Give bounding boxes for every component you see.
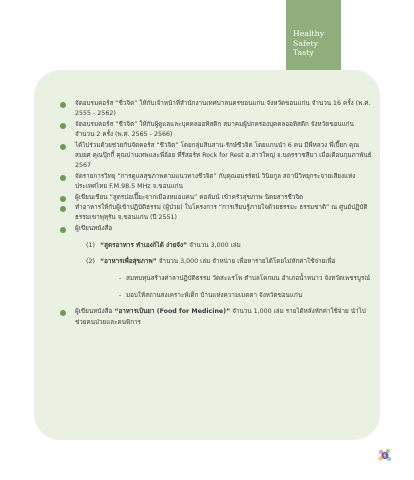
list-item [60,99,372,120]
item-text: จัดรายการวิทยุ “การดูแลสุขภาพตามแนวทางชีวจิต” กับคุณอมรรัตน์ วินิยกูล สถานีวิทยุกระจายเสียงแห่งประเทศไทย F.M.98.5 MHz จ.ขอนแก่น [75,172,356,191]
list-item [60,203,372,224]
dash-marker: - [119,291,122,299]
item-text: ทำอาหารให้กับผู้เข้าปฏิบัติธรรม (ผู้ป่วย) ในโครงการ “การเรียนรู้ภายใจด้วยธรรมะ ธรรมชาติ” ณ ศูนย์ปฏิบัติธรรมเขาพุหุรัน จ.ขอนแก่น (ปี 2551) [75,204,368,222]
bullet-icon [60,206,66,212]
page-number-badge [377,447,393,463]
list-item [60,120,372,141]
book-detail: จำนวน 3,000 เล่ม [187,241,241,249]
book-number: (1) [86,241,95,249]
book-title: “อาหารเพื่อสุขภาพ” [100,258,157,266]
book-number: (2) [86,258,95,266]
list-item [60,172,372,193]
tab-line-healthy: Healthy [293,29,325,38]
activity-list [60,99,372,328]
bullet-icon [60,196,66,202]
donation-item [119,291,372,301]
bullet-icon [60,227,66,233]
item-prefix: ผู้เขียนหนังสือ [75,308,115,316]
tab-line-safety: Safety [293,38,319,48]
item-text: จัดอบรมคอร์ส “ชีวจิต” ให้กับผู้ดูแลและบุคคลออทิสติก สมาคมผู้ปกครองบุคคลออทิสติก จังหวัดขอนแก่น จำนวน 2 ครั้ง (พ.ศ. 2565 - 2566) [75,120,354,139]
dash-marker: - [119,274,122,282]
bullet-icon [60,102,66,108]
bullet-icon [60,310,66,316]
bullet-icon [60,144,66,150]
book-title: “สูตรอาหาร ทำเองก็ได้ ง่ายจัง” [100,241,188,249]
donation-text: สมทบทุนสร้างศาลาปฏิบัติธรรม วัดสะแรโพ ตำบลโคกมน อำเภอน้ำหนาว จังหวัดเพชรบูรณ์ [126,274,371,282]
list-item [60,141,372,172]
donation-item [119,274,372,284]
bullet-icon [60,123,66,129]
page-number: 6 [383,453,387,460]
item-text: ได้ไปร่วมด้วยช่วยกันจัดคอร์ส “ชีวจิต” โดยกลุ่มสินสาน-รักษ์ชีวจิต โดยแกนนำ 6 คน มีพี่หลวง พี่เปี๊ยก คุณสมยศ คุณปุ๊กกี้ คุณปานเทพและพี่อ้อย ที่รีสอร์ท Rock for Rest อ.สาวใหญ่ จ.นครราชสีมา เมื่อเดือนกุมภาพันธ์ 2567 [75,141,372,170]
donation-text: มอบให้สถานสงเคราะห์เด็ก บ้านแห่งความเมตตา จังหวัดขอนแก่น [126,291,303,299]
book-detail: จำนวน 3,000 เล่ม จำหน่าย เพื่อหารายได้โดยไม่หักค่าใช้จ่ายเพื่อ [156,258,336,266]
list-item [60,193,372,203]
item-text: ผู้เขียนหนังสือ [75,224,113,232]
book-title: “อาหารเป็นยา (Food for Medicine)” [114,308,231,316]
item-text: จัดอบรมคอร์ส “ชีวจิต” ให้กับเจ้าหน้าที่สำนักงานเทศบาลนครขอนแก่น จังหวัดขอนแก่น จำนวน 16 ครั้ง (พ.ศ. 2555 - 2562) [75,100,371,118]
book-item [86,257,372,267]
item-text: ผู้เขียนเขียน “สูตรปอเปี๊ยะจากเมืองหมอแคน” คอลัมน์ เข้าครัวสุขภาพ นิตยสารชีวจิต [75,193,304,201]
bullet-icon [60,175,66,181]
item-text: จำนวน 1,000 เล่ม รายได้หลังหักค่าใช้จ่าย นำไปช่วยคนป่วยและคนพิการ [75,308,366,326]
list-item [60,224,372,234]
book-item [86,241,372,251]
tab-line-tasty: Tasty [293,48,314,57]
list-item [60,307,372,328]
